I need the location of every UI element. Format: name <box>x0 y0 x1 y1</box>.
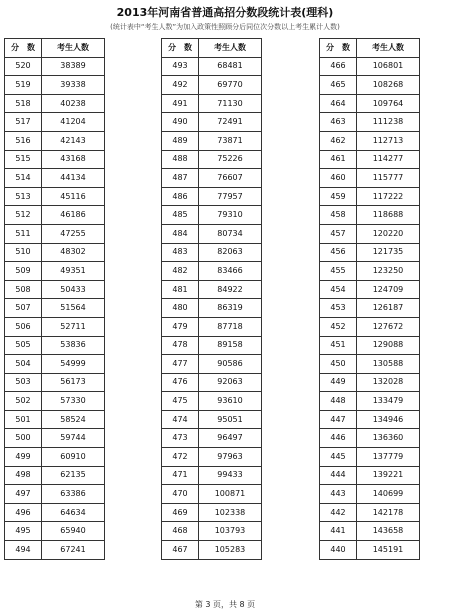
score-cell: 498 <box>5 466 42 485</box>
table-row <box>5 243 105 262</box>
score-cell: 512 <box>5 206 42 225</box>
count-cell: 38389 <box>42 57 105 76</box>
table-row <box>320 76 420 95</box>
table-row <box>320 113 420 132</box>
score-cell: 508 <box>5 280 42 299</box>
score-cell: 464 <box>320 94 357 113</box>
count-cell: 97963 <box>199 448 262 467</box>
header-count: 考生人数 <box>199 39 262 58</box>
count-cell: 140699 <box>357 485 420 504</box>
count-cell: 112713 <box>357 131 420 150</box>
count-cell: 44134 <box>42 169 105 188</box>
score-cell: 478 <box>162 336 199 355</box>
header-score: 分 数 <box>5 39 42 58</box>
count-cell: 145191 <box>357 541 420 560</box>
table-row <box>162 169 262 188</box>
table-row <box>320 485 420 504</box>
table-row <box>5 522 105 541</box>
table-row <box>162 299 262 318</box>
count-cell: 118688 <box>357 206 420 225</box>
score-cell: 446 <box>320 429 357 448</box>
score-cell: 447 <box>320 410 357 429</box>
table-row <box>5 373 105 392</box>
table-row <box>5 150 105 169</box>
table-row <box>162 206 262 225</box>
count-cell: 92063 <box>199 373 262 392</box>
count-cell: 96497 <box>199 429 262 448</box>
count-cell: 77957 <box>199 187 262 206</box>
table-row <box>320 131 420 150</box>
count-cell: 50433 <box>42 280 105 299</box>
count-cell: 105283 <box>199 541 262 560</box>
score-cell: 449 <box>320 373 357 392</box>
count-cell: 64634 <box>42 503 105 522</box>
score-cell: 499 <box>5 448 42 467</box>
count-cell: 62135 <box>42 466 105 485</box>
count-cell: 95051 <box>199 410 262 429</box>
count-cell: 121735 <box>357 243 420 262</box>
count-cell: 100871 <box>199 485 262 504</box>
count-cell: 99433 <box>199 466 262 485</box>
table-row <box>162 522 262 541</box>
count-cell: 80734 <box>199 224 262 243</box>
table-row <box>162 224 262 243</box>
count-cell: 126187 <box>357 299 420 318</box>
score-cell: 477 <box>162 355 199 374</box>
score-cell: 500 <box>5 429 42 448</box>
score-cell: 491 <box>162 94 199 113</box>
count-cell: 133479 <box>357 392 420 411</box>
table-row <box>320 317 420 336</box>
table-row <box>5 392 105 411</box>
page-footer: 第 3 页，共 8 页 <box>194 600 256 609</box>
score-cell: 479 <box>162 317 199 336</box>
table-row <box>5 336 105 355</box>
count-cell: 54999 <box>42 355 105 374</box>
score-cell: 480 <box>162 299 199 318</box>
count-cell: 106801 <box>357 57 420 76</box>
count-cell: 111238 <box>357 113 420 132</box>
count-cell: 49351 <box>42 262 105 281</box>
table-row <box>320 169 420 188</box>
score-cell: 513 <box>5 187 42 206</box>
score-cell: 460 <box>320 169 357 188</box>
count-cell: 115777 <box>357 169 420 188</box>
count-cell: 71130 <box>199 94 262 113</box>
count-cell: 63386 <box>42 485 105 504</box>
score-cell: 495 <box>5 522 42 541</box>
table-row <box>320 94 420 113</box>
score-cell: 507 <box>5 299 42 318</box>
count-cell: 76607 <box>199 169 262 188</box>
score-cell: 483 <box>162 243 199 262</box>
table-row <box>162 336 262 355</box>
table-row <box>162 94 262 113</box>
score-cell: 484 <box>162 224 199 243</box>
count-cell: 52711 <box>42 317 105 336</box>
count-cell: 58524 <box>42 410 105 429</box>
table-row <box>162 448 262 467</box>
table-row <box>320 392 420 411</box>
table-row <box>5 448 105 467</box>
count-cell: 68481 <box>199 57 262 76</box>
score-cell: 516 <box>5 131 42 150</box>
score-cell: 443 <box>320 485 357 504</box>
count-cell: 86319 <box>199 299 262 318</box>
table-row <box>162 150 262 169</box>
score-cell: 481 <box>162 280 199 299</box>
count-cell: 45116 <box>42 187 105 206</box>
score-cell: 514 <box>5 169 42 188</box>
count-cell: 67241 <box>42 541 105 560</box>
count-cell: 93610 <box>199 392 262 411</box>
count-cell: 120220 <box>357 224 420 243</box>
count-cell: 87718 <box>199 317 262 336</box>
table-row <box>5 57 105 76</box>
count-cell: 127672 <box>357 317 420 336</box>
count-cell: 129088 <box>357 336 420 355</box>
score-cell: 489 <box>162 131 199 150</box>
table-row <box>5 113 105 132</box>
count-cell: 57330 <box>42 392 105 411</box>
score-cell: 490 <box>162 113 199 132</box>
score-cell: 475 <box>162 392 199 411</box>
count-cell: 109764 <box>357 94 420 113</box>
count-cell: 143658 <box>357 522 420 541</box>
score-cell: 452 <box>320 317 357 336</box>
count-cell: 69770 <box>199 76 262 95</box>
score-cell: 471 <box>162 466 199 485</box>
table-row <box>162 262 262 281</box>
table-row <box>162 355 262 374</box>
score-cell: 476 <box>162 373 199 392</box>
score-cell: 505 <box>5 336 42 355</box>
score-cell: 503 <box>5 373 42 392</box>
score-table-3 <box>319 38 420 560</box>
table-row <box>162 187 262 206</box>
score-cell: 468 <box>162 522 199 541</box>
table-row <box>320 410 420 429</box>
count-cell: 117222 <box>357 187 420 206</box>
table-row <box>5 541 105 560</box>
score-cell: 450 <box>320 355 357 374</box>
count-cell: 59744 <box>42 429 105 448</box>
score-cell: 502 <box>5 392 42 411</box>
score-cell: 448 <box>320 392 357 411</box>
score-table-1 <box>4 38 105 560</box>
score-cell: 474 <box>162 410 199 429</box>
count-cell: 132028 <box>357 373 420 392</box>
count-cell: 72491 <box>199 113 262 132</box>
table-row <box>320 206 420 225</box>
count-cell: 79310 <box>199 206 262 225</box>
table-row <box>5 410 105 429</box>
table-row <box>5 466 105 485</box>
table-row <box>320 243 420 262</box>
header-score: 分 数 <box>320 39 357 58</box>
count-cell: 65940 <box>42 522 105 541</box>
table-row <box>162 131 262 150</box>
score-cell: 440 <box>320 541 357 560</box>
score-cell: 511 <box>5 224 42 243</box>
count-cell: 84922 <box>199 280 262 299</box>
header-count: 考生人数 <box>42 39 105 58</box>
count-cell: 43168 <box>42 150 105 169</box>
count-cell: 108268 <box>357 76 420 95</box>
table-row <box>320 448 420 467</box>
table-row <box>162 243 262 262</box>
count-cell: 130588 <box>357 355 420 374</box>
table-row <box>320 466 420 485</box>
table-row <box>5 224 105 243</box>
score-cell: 493 <box>162 57 199 76</box>
table-row <box>320 280 420 299</box>
count-cell: 89158 <box>199 336 262 355</box>
count-cell: 47255 <box>42 224 105 243</box>
table-row <box>320 187 420 206</box>
table-row <box>5 131 105 150</box>
table-row <box>162 541 262 560</box>
score-cell: 520 <box>5 57 42 76</box>
score-cell: 494 <box>5 541 42 560</box>
count-cell: 75226 <box>199 150 262 169</box>
table-row <box>162 503 262 522</box>
table-row <box>162 76 262 95</box>
table-row <box>320 57 420 76</box>
score-cell: 518 <box>5 94 42 113</box>
table-row <box>162 392 262 411</box>
score-cell: 453 <box>320 299 357 318</box>
table-row <box>320 224 420 243</box>
score-cell: 457 <box>320 224 357 243</box>
score-cell: 473 <box>162 429 199 448</box>
table-row <box>162 485 262 504</box>
table-row <box>162 373 262 392</box>
table-row <box>5 262 105 281</box>
table-row <box>162 410 262 429</box>
score-cell: 517 <box>5 113 42 132</box>
table-row <box>162 429 262 448</box>
count-cell: 134946 <box>357 410 420 429</box>
table-row <box>5 187 105 206</box>
count-cell: 83466 <box>199 262 262 281</box>
score-cell: 496 <box>5 503 42 522</box>
table-row <box>162 280 262 299</box>
table-row <box>5 94 105 113</box>
table-row <box>5 355 105 374</box>
table-row <box>162 317 262 336</box>
count-cell: 53836 <box>42 336 105 355</box>
score-cell: 451 <box>320 336 357 355</box>
table-row <box>320 150 420 169</box>
score-cell: 466 <box>320 57 357 76</box>
score-cell: 465 <box>320 76 357 95</box>
score-cell: 455 <box>320 262 357 281</box>
count-cell: 42143 <box>42 131 105 150</box>
count-cell: 136360 <box>357 429 420 448</box>
score-cell: 459 <box>320 187 357 206</box>
table-row <box>320 541 420 560</box>
score-cell: 504 <box>5 355 42 374</box>
score-cell: 458 <box>320 206 357 225</box>
header-score: 分 数 <box>162 39 199 58</box>
count-cell: 123250 <box>357 262 420 281</box>
count-cell: 139221 <box>357 466 420 485</box>
score-cell: 519 <box>5 76 42 95</box>
count-cell: 142178 <box>357 503 420 522</box>
count-cell: 48302 <box>42 243 105 262</box>
table-row <box>5 429 105 448</box>
count-cell: 51564 <box>42 299 105 318</box>
count-cell: 39338 <box>42 76 105 95</box>
table-row <box>5 76 105 95</box>
table-row <box>320 355 420 374</box>
table-row <box>320 299 420 318</box>
score-cell: 442 <box>320 503 357 522</box>
count-cell: 60910 <box>42 448 105 467</box>
score-table-2 <box>161 38 262 560</box>
table-row <box>5 299 105 318</box>
score-cell: 461 <box>320 150 357 169</box>
count-cell: 56173 <box>42 373 105 392</box>
count-cell: 46186 <box>42 206 105 225</box>
score-cell: 485 <box>162 206 199 225</box>
page-title: 2013年河南省普通高招分数段统计表(理科) <box>116 6 334 19</box>
table-row <box>162 57 262 76</box>
score-cell: 472 <box>162 448 199 467</box>
score-cell: 509 <box>5 262 42 281</box>
page-subtitle: (统计表中“考生人数”为加入政策性照顾分后同位次分数以上考生累计人数) <box>110 23 340 31</box>
score-cell: 497 <box>5 485 42 504</box>
score-cell: 510 <box>5 243 42 262</box>
score-cell: 482 <box>162 262 199 281</box>
score-cell: 445 <box>320 448 357 467</box>
count-cell: 103793 <box>199 522 262 541</box>
table-row <box>162 466 262 485</box>
score-cell: 462 <box>320 131 357 150</box>
score-cell: 470 <box>162 485 199 504</box>
table-row <box>320 262 420 281</box>
count-cell: 40238 <box>42 94 105 113</box>
score-cell: 501 <box>5 410 42 429</box>
score-cell: 444 <box>320 466 357 485</box>
score-cell: 441 <box>320 522 357 541</box>
score-cell: 487 <box>162 169 199 188</box>
score-cell: 515 <box>5 150 42 169</box>
table-row <box>5 169 105 188</box>
header-count: 考生人数 <box>357 39 420 58</box>
count-cell: 73871 <box>199 131 262 150</box>
score-cell: 456 <box>320 243 357 262</box>
count-cell: 114277 <box>357 150 420 169</box>
count-cell: 137779 <box>357 448 420 467</box>
table-row <box>5 485 105 504</box>
score-cell: 469 <box>162 503 199 522</box>
count-cell: 102338 <box>199 503 262 522</box>
score-cell: 463 <box>320 113 357 132</box>
table-row <box>320 503 420 522</box>
table-row <box>5 317 105 336</box>
count-cell: 90586 <box>199 355 262 374</box>
count-cell: 124709 <box>357 280 420 299</box>
count-cell: 82063 <box>199 243 262 262</box>
score-cell: 492 <box>162 76 199 95</box>
count-cell: 41204 <box>42 113 105 132</box>
score-cell: 488 <box>162 150 199 169</box>
score-cell: 506 <box>5 317 42 336</box>
table-row <box>320 336 420 355</box>
table-row <box>162 113 262 132</box>
table-row <box>5 206 105 225</box>
score-cell: 486 <box>162 187 199 206</box>
table-row <box>320 373 420 392</box>
score-cell: 467 <box>162 541 199 560</box>
table-row <box>5 280 105 299</box>
table-row <box>320 522 420 541</box>
score-cell: 454 <box>320 280 357 299</box>
table-row <box>320 429 420 448</box>
table-row <box>5 503 105 522</box>
